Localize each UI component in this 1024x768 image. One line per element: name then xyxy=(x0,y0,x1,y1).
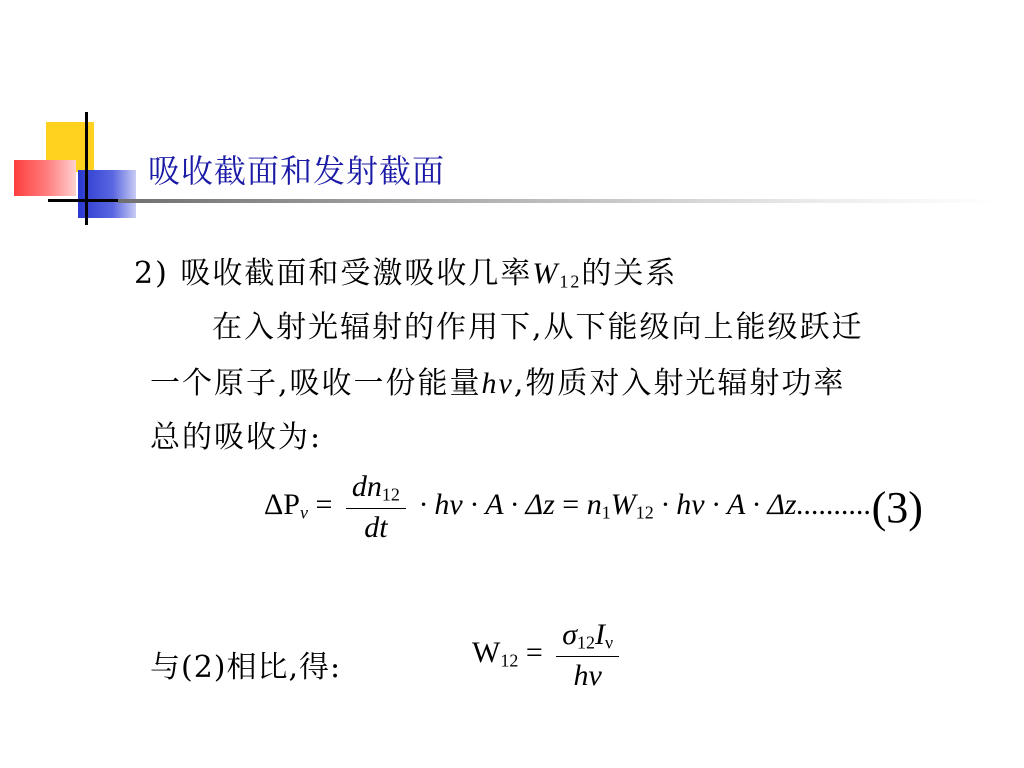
line3-suffix: ,物质对入射光辐射功率 xyxy=(513,366,846,401)
eq3-lhs: $\Delta P_\nu$ xyxy=(264,488,308,523)
eqw-fraction: $\frac{\sigma_{12}I_\nu}{h\nu}$ xyxy=(556,618,619,693)
equation-3 xyxy=(264,470,923,545)
line3-prefix: 一个原子,吸收一份能量 xyxy=(150,366,482,401)
text-line-1 xyxy=(134,248,677,293)
eqw-equals: = xyxy=(525,636,543,670)
eq3-fraction: $\frac{dn_{12}}{dt}$ xyxy=(346,470,406,545)
h-nu-symbol: hν xyxy=(481,367,514,400)
text-line-3 xyxy=(150,358,845,402)
w12-symbol: $W_{12}$ xyxy=(532,257,582,292)
decor-horizontal-line xyxy=(48,199,118,202)
eq3-tag: (3) xyxy=(871,482,923,532)
eq3-equals-2: = xyxy=(562,488,580,522)
eq3-middle-terms: · hν · A · Δz xyxy=(419,488,555,522)
eq3-n1: $n_1$ xyxy=(586,488,611,523)
decor-vertical-line xyxy=(85,112,88,225)
text-line-4: 总的吸收为: xyxy=(150,420,323,455)
title-underline xyxy=(118,199,998,203)
line1-suffix: 的关系 xyxy=(581,256,678,291)
eq3-w12: $W_{12}$ xyxy=(610,488,654,523)
equation-w12 xyxy=(472,618,625,693)
decor-red-square xyxy=(14,160,76,196)
compare-label: 与(2)相比,得: xyxy=(150,650,342,685)
slide-title: 吸收截面和发射截面 xyxy=(148,152,446,190)
line1-prefix: 2) 吸收截面和受激吸收几率 xyxy=(134,256,533,291)
eq3-tail-terms: · hν · A · Δz.......... xyxy=(661,488,872,522)
text-line-2: 在入射光辐射的作用下,从下能级向上能级跃迁 xyxy=(212,310,864,345)
eqw-lhs: $W_{12}$ xyxy=(472,636,519,671)
eq3-equals-1: = xyxy=(315,488,333,522)
